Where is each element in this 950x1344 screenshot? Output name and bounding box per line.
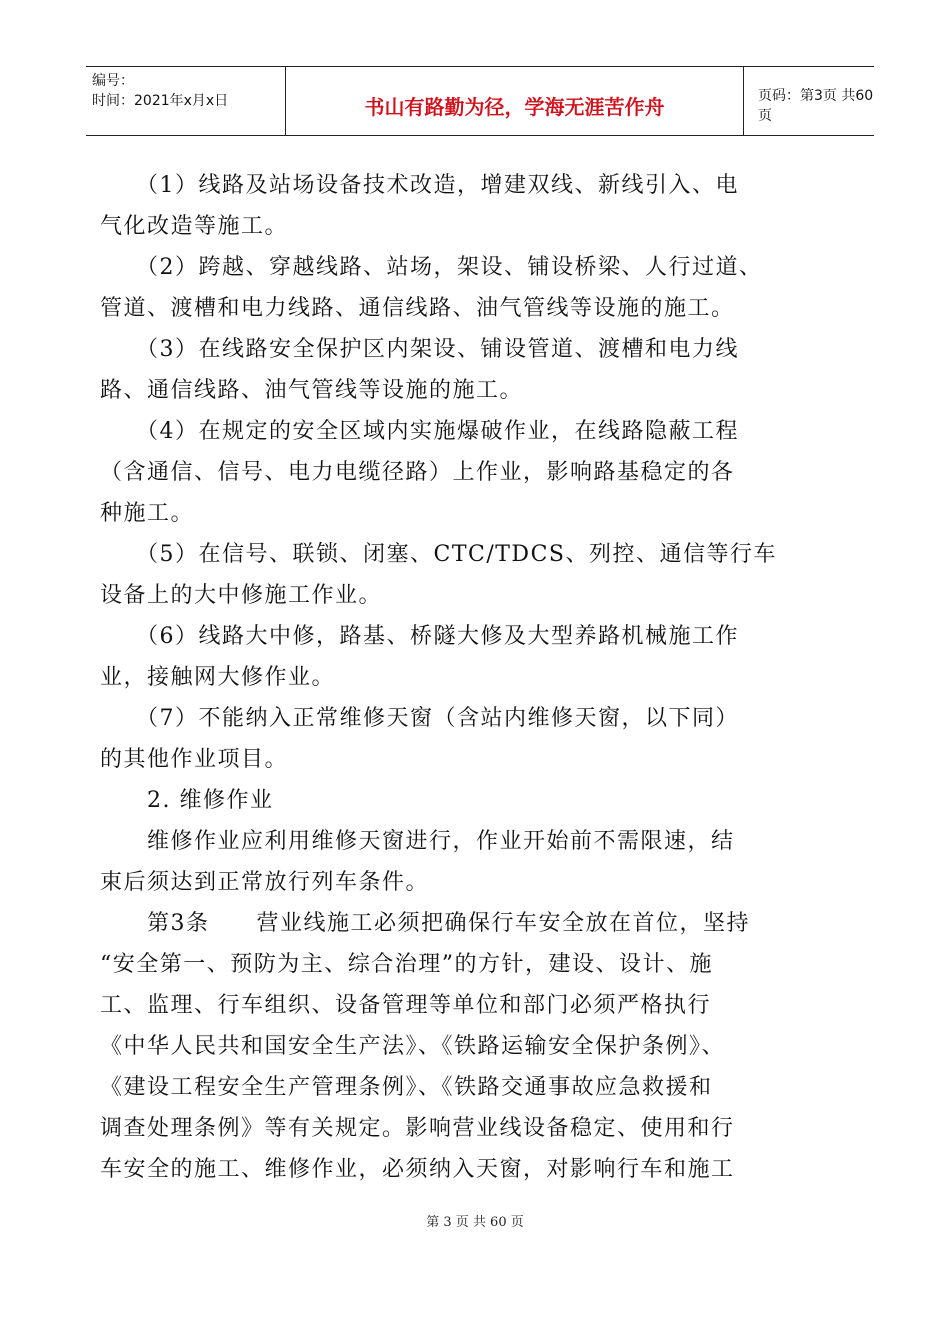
paragraph-line: 维修作业应利用维修天窗进行，作业开始前不需限速，结: [100, 829, 735, 854]
paragraph-line: （7）不能纳入正常维修天窗（含站内维修天窗，以下同）: [100, 706, 739, 731]
body-paragraph: [100, 247, 836, 329]
page-label: 页码：第3页 共60页: [758, 88, 874, 124]
header-page-info: [744, 67, 874, 135]
paragraph-line: 2. 维修作业: [100, 788, 274, 813]
body-paragraph: [100, 698, 836, 780]
paragraph-line: （4）在规定的安全区域内实施爆破作业，在线路隐蔽工程: [100, 419, 739, 444]
body-paragraph: [100, 821, 836, 903]
paragraph-line: 《建设工程安全生产管理条例》、《铁路交通事故应急救援和: [100, 1075, 713, 1100]
paragraph-line: （6）线路大中修，路基、桥隧大修及大型养路机械施工作: [100, 624, 739, 649]
body-paragraph: [100, 616, 836, 698]
paragraph-line: 气化改造等施工。: [100, 214, 289, 239]
header-meta: [86, 67, 286, 135]
paragraph-line: （1）线路及站场设备技术改造，增建双线、新线引入、电: [100, 173, 739, 198]
date-label: 时间：2021年x月x日: [92, 93, 229, 109]
paragraph-line: 业，接触网大修作业。: [100, 665, 336, 690]
body-paragraph: [100, 411, 836, 534]
body-paragraph: [100, 165, 836, 247]
paragraph-line: 调查处理条例》等有关规定。影响营业线设备稳定、使用和行: [100, 1116, 735, 1141]
number-label: 编号：: [92, 73, 134, 89]
paragraph-line: 《中华人民共和国安全生产法》、《铁路运输安全保护条例》、: [100, 1034, 726, 1059]
paragraph-line: 车安全的施工、维修作业，必须纳入天窗，对影响行车和施工: [100, 1157, 735, 1182]
paragraph-line: （3）在线路安全保护区内架设、铺设管道、渡槽和电力线: [100, 337, 739, 362]
header-motto: [286, 67, 744, 135]
document-body: [100, 165, 836, 1190]
paragraph-line: 束后须达到正常放行列车条件。: [100, 870, 430, 895]
paragraph-line: “安全第一、预防为主、综合治理”的方针，建设、设计、施: [100, 952, 713, 977]
paragraph-line: 种施工。: [100, 501, 195, 526]
paragraph-line: 路、通信线路、油气管线等设施的施工。: [100, 378, 524, 403]
paragraph-line: （5）在信号、联锁、闭塞、CTC/TDCS、列控、通信等行车: [100, 542, 777, 567]
paragraph-line: 管道、渡槽和电力线路、通信线路、油气管线等设施的施工。: [100, 296, 735, 321]
body-paragraph: [100, 903, 836, 1190]
paragraph-line: 的其他作业项目。: [100, 747, 289, 772]
body-paragraph: [100, 780, 836, 821]
page-footer: 第 3 页 共 60 页: [426, 1215, 524, 1230]
paragraph-line: （含通信、信号、电力电缆径路）上作业，影响路基稳定的各: [100, 460, 735, 485]
document-header: [86, 66, 874, 136]
body-paragraph: [100, 534, 836, 616]
paragraph-line: 工、监理、行车组织、设备管理等单位和部门必须严格执行: [100, 993, 712, 1018]
paragraph-line: （2）跨越、穿越线路、站场，架设、铺设桥梁、人行过道、: [100, 255, 763, 280]
body-paragraph: [100, 329, 836, 411]
paragraph-line: 第3条 营业线施工必须把确保行车安全放在首位，坚持: [100, 911, 750, 936]
motto-text: 书山有路勤为径，学海无涯苦作舟: [364, 94, 665, 119]
paragraph-line: 设备上的大中修施工作业。: [100, 583, 383, 608]
